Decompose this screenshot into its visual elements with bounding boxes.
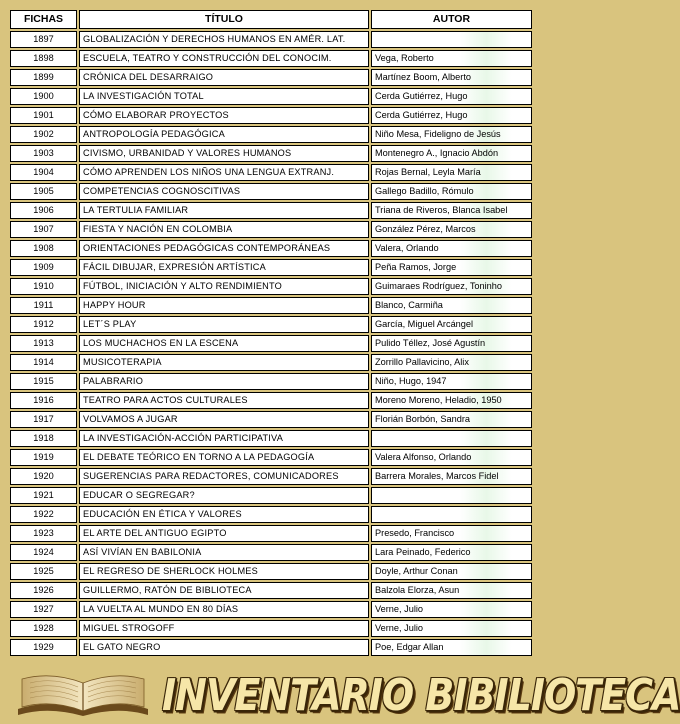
table-row	[10, 297, 532, 314]
table-row	[10, 411, 532, 428]
column-header-fichas: FICHAS	[10, 10, 77, 29]
book-author: Poe, Edgar Allan	[371, 639, 532, 656]
table-row	[10, 639, 532, 656]
book-title: TEATRO PARA ACTOS CULTURALES	[79, 392, 369, 409]
book-title: LET´S PLAY	[79, 316, 369, 333]
book-title: ORIENTACIONES PEDAGÓGICAS CONTEMPORÁNEAS	[79, 240, 369, 257]
book-author: Zorrillo Pallavicino, Alix	[371, 354, 532, 371]
book-author: Montenegro A., Ignacio Abdón	[371, 145, 532, 162]
ficha-number: 1901	[10, 107, 77, 124]
book-author	[371, 506, 532, 523]
book-title: FÚTBOL, INICIACIÓN Y ALTO RENDIMIENTO	[79, 278, 369, 295]
book-title: CÓMO APRENDEN LOS NIÑOS UNA LENGUA EXTRANJ.	[79, 164, 369, 181]
table-row	[10, 221, 532, 238]
ficha-number: 1916	[10, 392, 77, 409]
ficha-number: 1922	[10, 506, 77, 523]
ficha-number: 1926	[10, 582, 77, 599]
table-row	[10, 126, 532, 143]
ficha-number: 1900	[10, 88, 77, 105]
ficha-number: 1897	[10, 31, 77, 48]
ficha-number: 1903	[10, 145, 77, 162]
book-author	[371, 31, 532, 48]
ficha-number: 1911	[10, 297, 77, 314]
table-row	[10, 430, 532, 447]
book-author: Presedo, Francisco	[371, 525, 532, 542]
book-title: ASÍ VIVÍAN EN BABILONIA	[79, 544, 369, 561]
table-row	[10, 31, 532, 48]
table-row	[10, 506, 532, 523]
table-row	[10, 468, 532, 485]
book-title: EL REGRESO DE SHERLOCK HOLMES	[79, 563, 369, 580]
ficha-number: 1920	[10, 468, 77, 485]
book-author: Cerda Gutiérrez, Hugo	[371, 107, 532, 124]
ficha-number: 1913	[10, 335, 77, 352]
book-author: Moreno Moreno, Heladio, 1950	[371, 392, 532, 409]
book-author: Barrera Morales, Marcos Fidel	[371, 468, 532, 485]
table-row	[10, 449, 532, 466]
book-author: Triana de Riveros, Blanca Isabel	[371, 202, 532, 219]
book-author: Cerda Gutiérrez, Hugo	[371, 88, 532, 105]
book-author: Martínez Boom, Alberto	[371, 69, 532, 86]
ficha-number: 1906	[10, 202, 77, 219]
column-header-titulo: TÍTULO	[79, 10, 369, 29]
ficha-number: 1919	[10, 449, 77, 466]
table-header-row	[10, 10, 532, 29]
book-title: EDUCACIÓN EN ÉTICA Y VALORES	[79, 506, 369, 523]
book-title: LA INVESTIGACIÓN-ACCIÓN PARTICIPATIVA	[79, 430, 369, 447]
book-author	[371, 430, 532, 447]
book-author: Verne, Julio	[371, 601, 532, 618]
book-title: ANTROPOLOGÍA PEDAGÓGICA	[79, 126, 369, 143]
book-title: ESCUELA, TEATRO Y CONSTRUCCIÓN DEL CONOCIM.	[79, 50, 369, 67]
table-row	[10, 202, 532, 219]
table-row	[10, 544, 532, 561]
book-author: Lara Peinado, Federico	[371, 544, 532, 561]
ficha-number: 1915	[10, 373, 77, 390]
table-row	[10, 259, 532, 276]
book-title: CIVISMO, URBANIDAD Y VALORES HUMANOS	[79, 145, 369, 162]
book-author: Balzola Elorza, Asun	[371, 582, 532, 599]
book-author: Florián Borbón, Sandra	[371, 411, 532, 428]
table-row	[10, 88, 532, 105]
book-author: González Pérez, Marcos	[371, 221, 532, 238]
book-title: LOS MUCHACHOS EN LA ESCENA	[79, 335, 369, 352]
open-book-icon	[14, 669, 152, 719]
book-author: Valera, Orlando	[371, 240, 532, 257]
table-row	[10, 145, 532, 162]
book-title: EDUCAR O SEGREGAR?	[79, 487, 369, 504]
book-author: Vega, Roberto	[371, 50, 532, 67]
table-row	[10, 620, 532, 637]
book-title: FÁCIL DIBUJAR, EXPRESIÓN ARTÍSTICA	[79, 259, 369, 276]
table-row	[10, 335, 532, 352]
ficha-number: 1909	[10, 259, 77, 276]
ficha-number: 1905	[10, 183, 77, 200]
book-title: MUSICOTERAPIA	[79, 354, 369, 371]
book-author: Peña Ramos, Jorge	[371, 259, 532, 276]
ficha-number: 1918	[10, 430, 77, 447]
table-row	[10, 183, 532, 200]
book-title: FIESTA Y NACIÓN EN COLOMBIA	[79, 221, 369, 238]
ficha-number: 1902	[10, 126, 77, 143]
book-title: GLOBALIZACIÓN Y DERECHOS HUMANOS EN AMÉR. LAT.	[79, 31, 369, 48]
book-title: CRÓNICA DEL DESARRAIGO	[79, 69, 369, 86]
column-header-autor: AUTOR	[371, 10, 532, 29]
table-row	[10, 278, 532, 295]
book-author: Gallego Badillo, Rómulo	[371, 183, 532, 200]
book-title: CÓMO ELABORAR PROYECTOS	[79, 107, 369, 124]
ficha-number: 1921	[10, 487, 77, 504]
ficha-number: 1929	[10, 639, 77, 656]
table-row	[10, 582, 532, 599]
table-row	[10, 373, 532, 390]
ficha-number: 1912	[10, 316, 77, 333]
ficha-number: 1899	[10, 69, 77, 86]
book-author: Verne, Julio	[371, 620, 532, 637]
ficha-number: 1907	[10, 221, 77, 238]
table-row	[10, 563, 532, 580]
book-title: VOLVAMOS A JUGAR	[79, 411, 369, 428]
book-title: EL DEBATE TEÓRICO EN TORNO A LA PEDAGOGÍA	[79, 449, 369, 466]
table-row	[10, 240, 532, 257]
book-title: SUGERENCIAS PARA REDACTORES, COMUNICADORES	[79, 468, 369, 485]
ficha-number: 1917	[10, 411, 77, 428]
ficha-number: 1925	[10, 563, 77, 580]
book-title: MIGUEL STROGOFF	[79, 620, 369, 637]
book-author: Blanco, Carmiña	[371, 297, 532, 314]
book-author: García, Miguel Arcángel	[371, 316, 532, 333]
table-body	[10, 31, 532, 656]
book-author: Rojas Bernal, Leyla María	[371, 164, 532, 181]
table-row	[10, 392, 532, 409]
inventory-table	[8, 8, 534, 658]
book-title: GUILLERMO, RATÓN DE BIBLIOTECA	[79, 582, 369, 599]
book-author	[371, 487, 532, 504]
ficha-number: 1904	[10, 164, 77, 181]
book-title: EL GATO NEGRO	[79, 639, 369, 656]
book-author: Guimaraes Rodríguez, Toninho	[371, 278, 532, 295]
book-author: Niño Mesa, Fideligno de Jesús	[371, 126, 532, 143]
book-author: Niño, Hugo, 1947	[371, 373, 532, 390]
ficha-number: 1898	[10, 50, 77, 67]
table-row	[10, 487, 532, 504]
book-title: LA VUELTA AL MUNDO EN 80 DÍAS	[79, 601, 369, 618]
ficha-number: 1910	[10, 278, 77, 295]
ficha-number: 1914	[10, 354, 77, 371]
book-author: Doyle, Arthur Conan	[371, 563, 532, 580]
book-title: EL ARTE DEL ANTIGUO EGIPTO	[79, 525, 369, 542]
book-author: Valera Alfonso, Orlando	[371, 449, 532, 466]
book-title: PALABRARIO	[79, 373, 369, 390]
book-author: Pulido Téllez, José Agustín	[371, 335, 532, 352]
ficha-number: 1908	[10, 240, 77, 257]
table-row	[10, 316, 532, 333]
book-title: LA INVESTIGACIÓN TOTAL	[79, 88, 369, 105]
book-title: LA TERTULIA FAMILIAR	[79, 202, 369, 219]
inventory-banner-title: INVENTARIO BIBILIOTECA	[162, 669, 680, 721]
table-row	[10, 69, 532, 86]
table-row	[10, 525, 532, 542]
ficha-number: 1924	[10, 544, 77, 561]
ficha-number: 1927	[10, 601, 77, 618]
table-row	[10, 50, 532, 67]
table-row	[10, 601, 532, 618]
ficha-number: 1928	[10, 620, 77, 637]
ficha-number: 1923	[10, 525, 77, 542]
book-title: HAPPY HOUR	[79, 297, 369, 314]
table-row	[10, 107, 532, 124]
inventory-sheet	[8, 8, 532, 666]
book-title: COMPETENCIAS COGNOSCITIVAS	[79, 183, 369, 200]
table-row	[10, 354, 532, 371]
table-row	[10, 164, 532, 181]
